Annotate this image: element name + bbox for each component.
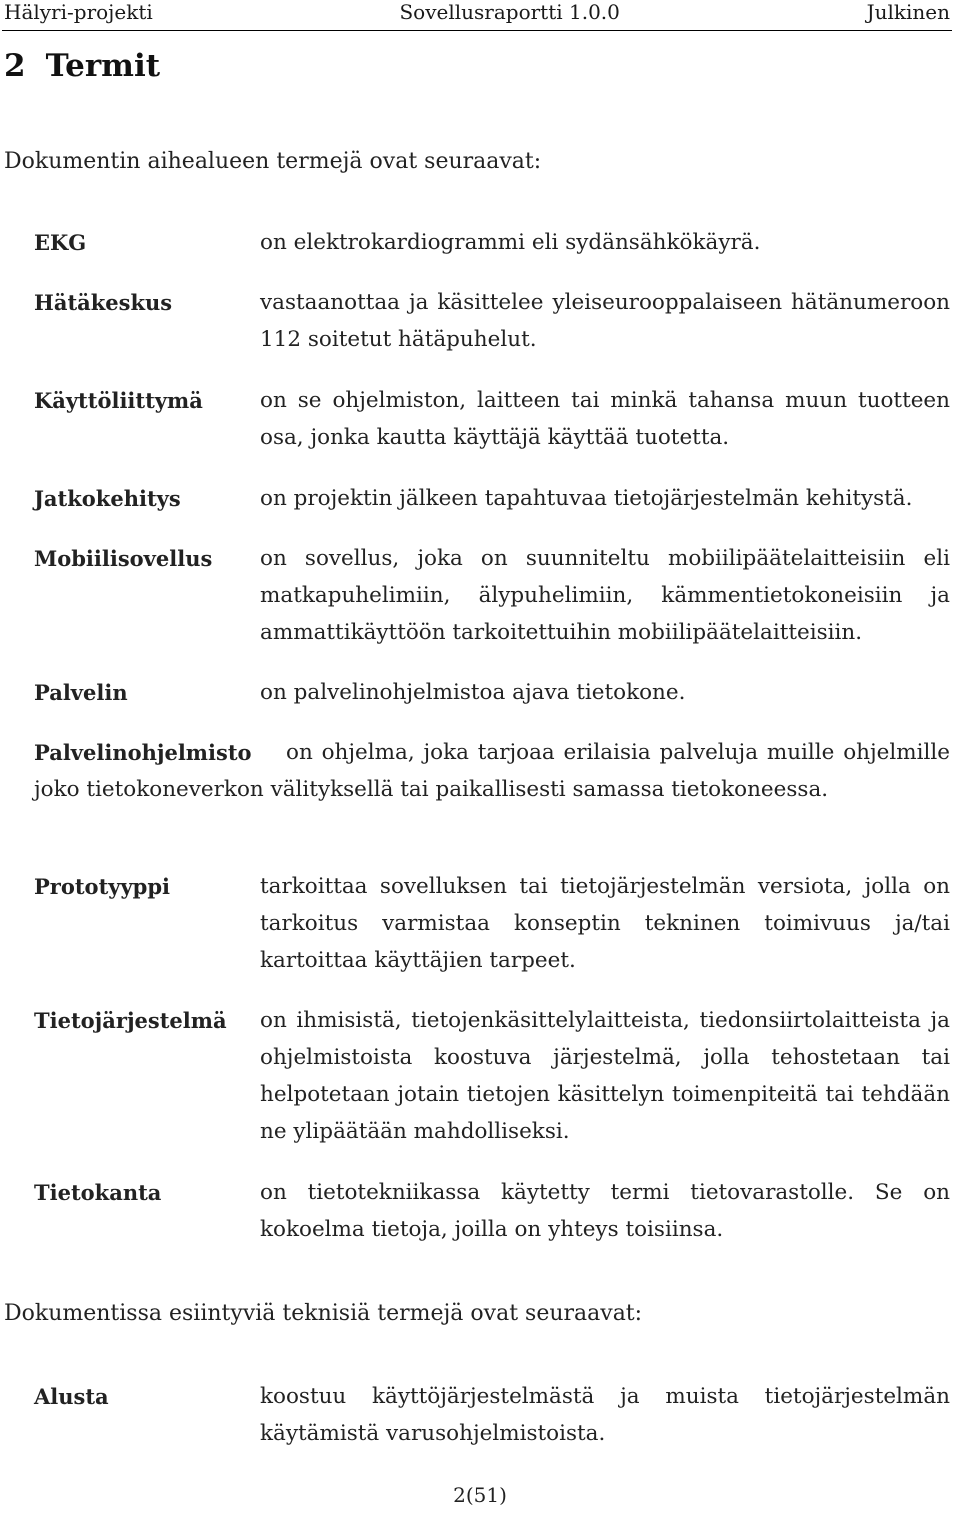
glossary-definition: koostuu käyttöjärjestelmästä ja muista tietojärjestelmän käytämistä varusohjelmistoista. [260, 1384, 950, 1446]
glossary-entry-alusta [34, 1378, 950, 1458]
glossary-definition: tarkoittaa sovelluksen tai tietojärjestelmän versiota, jolla on tarkoitus varmistaa konseptin tekninen toimivuus ja/tai kartoittaa käyttäjien tarpeet. [260, 874, 950, 973]
glossary-term: Alusta [34, 1384, 109, 1409]
glossary-term: EKG [34, 230, 87, 255]
glossary-definition: vastaanottaa ja käsittelee yleiseurooppalaiseen hätänumeroon 112 soitetut hätäpuhelut. [260, 290, 950, 352]
glossary-term: Prototyyppi [34, 874, 171, 899]
glossary-definition: on se ohjelmiston, laitteen tai minkä tahansa muun tuotteen osa, jonka kautta käyttäjä käyttää tuotetta. [260, 388, 950, 450]
section-heading [4, 46, 160, 86]
header-rule [2, 30, 952, 31]
glossary-definition: on projektin jälkeen tapahtuvaa tietojärjestelmän kehitystä. [260, 486, 913, 511]
section-number: 2 [4, 48, 26, 84]
glossary-list [34, 224, 950, 1254]
technical-intro-paragraph: Dokumentissa esiintyviä teknisiä termejä ovat seuraavat: [4, 1301, 643, 1326]
glossary-entry-tietokanta [34, 1174, 950, 1254]
intro-paragraph: Dokumentin aihealueen termejä ovat seuraavat: [4, 149, 542, 174]
glossary-term: Tietokanta [34, 1180, 162, 1205]
header-document-title: Sovellusraportti 1.0.0 [399, 0, 620, 24]
glossary-term: Käyttöliittymä [34, 388, 203, 413]
glossary-term: Palvelin [34, 680, 128, 705]
glossary-entry-palvelinohjelmisto [34, 734, 950, 868]
glossary-definition: on elektrokardiogrammi eli sydänsähkökäyrä. [260, 230, 761, 255]
glossary-term: Jatkokehitys [34, 486, 181, 511]
glossary-definition: on palvelinohjelmistoa ajava tietokone. [260, 680, 686, 705]
glossary-entry-hatakeskus [34, 284, 950, 382]
glossary-entry-mobiilisovellus [34, 540, 950, 674]
header-project-name: Hälyri-projekti [4, 0, 153, 24]
glossary-entry-prototyyppi [34, 868, 950, 1002]
running-header [4, 0, 950, 28]
glossary-term: Hätäkeskus [34, 290, 173, 315]
glossary-term: Tietojärjestelmä [34, 1008, 227, 1033]
glossary-definition: on ihmisistä, tietojenkäsittelylaitteista, tiedonsiirtolaitteista ja ohjelmistoista koostuva järjestelmä, jolla tehostetaan tai helpotetaan jotain tietojen käsittelyn toimenpiteitä tai tehdään ne ylipäätään mahdolliseksi. [260, 1008, 950, 1144]
technical-glossary-list [34, 1378, 950, 1458]
header-classification: Julkinen [866, 0, 950, 24]
section-title: Termit [45, 48, 161, 84]
glossary-term: Palvelinohjelmisto [34, 740, 252, 765]
glossary-entry-ekg [34, 224, 950, 284]
glossary-definition: on tietotekniikassa käytetty termi tietovarastolle. Se on kokoelma tietoja, joilla on yhteys toisiinsa. [260, 1180, 950, 1242]
glossary-entry-tietojarjestelma [34, 1002, 950, 1174]
page-number: 2(51) [453, 1483, 507, 1507]
glossary-definition: on ohjelma, joka tarjoaa erilaisia palveluja muille ohjelmille joko tietokoneverkon välityksellä tai paikallisesti samassa tietokoneessa. [34, 740, 950, 802]
glossary-entry-palvelin [34, 674, 950, 734]
glossary-definition: on sovellus, joka on suunniteltu mobiilipäätelaitteisiin eli matkapuhelimiin, älypuhelimiin, kämmentietokoneisiin ja ammattikäyttöön tarkoitettuihin mobiilipäätelaitteisiin. [260, 546, 950, 645]
glossary-entry-jatkokehitys [34, 480, 950, 540]
glossary-entry-kayttoliittyma [34, 382, 950, 480]
glossary-term: Mobiilisovellus [34, 546, 213, 571]
